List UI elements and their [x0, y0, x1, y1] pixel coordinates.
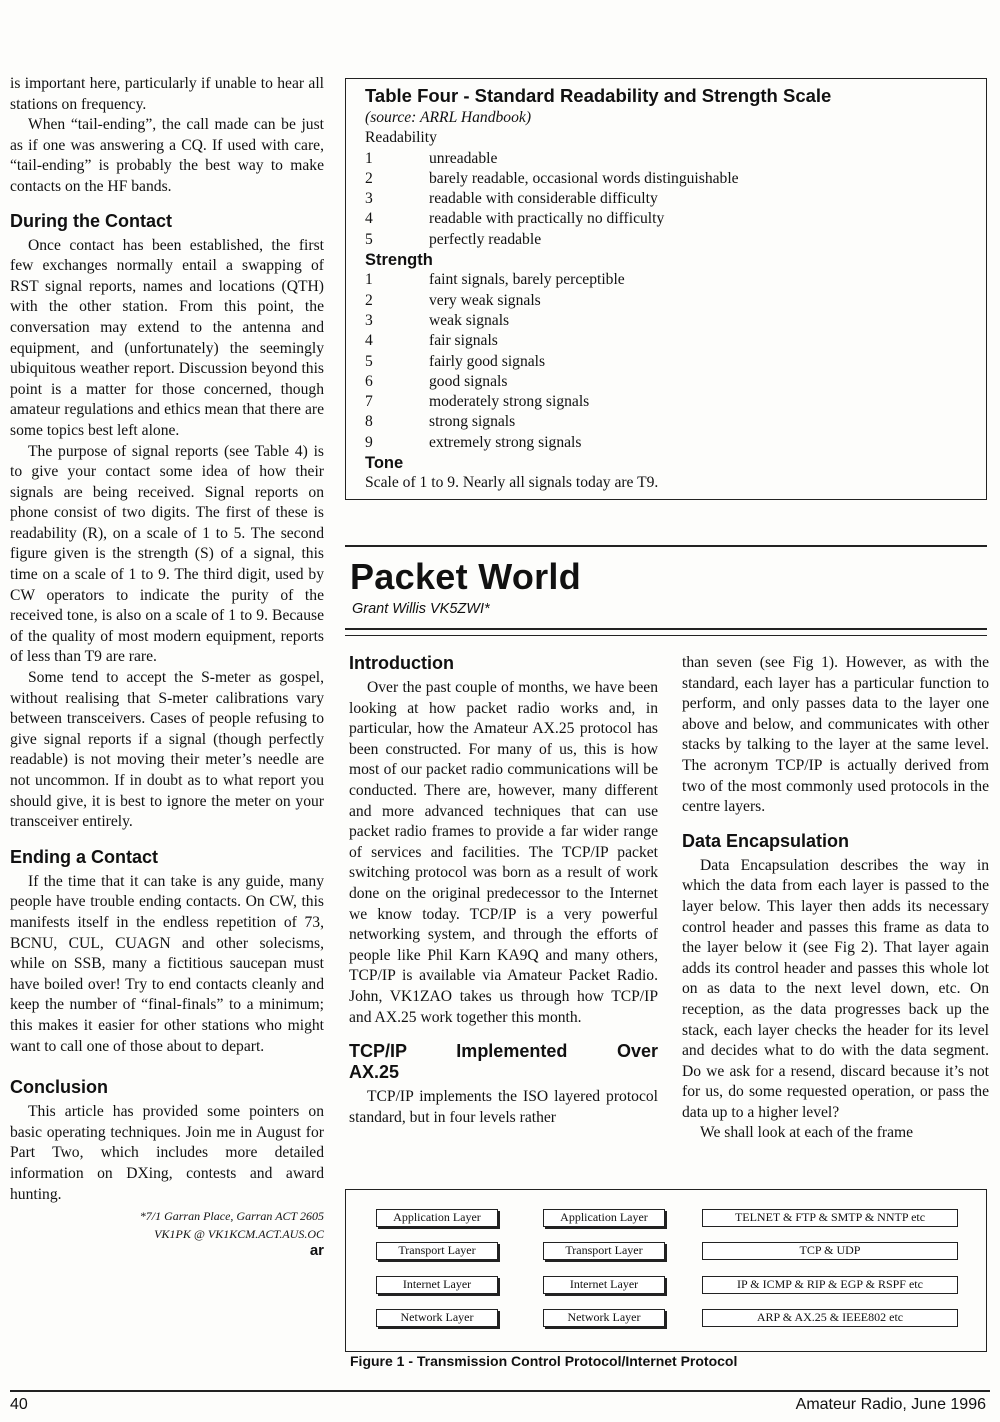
scale-number: 6	[365, 372, 373, 390]
scale-row	[365, 169, 986, 189]
readability-list	[365, 149, 986, 250]
table-title: Table Four - Standard Readability and Strength Scale	[365, 85, 832, 106]
divider-rule	[345, 628, 987, 630]
paragraph: Once contact has been established, the first few exchanges normally entail a swapping of RST signal reports, names and locations (QTH) with the other station. From this point, the conversation may extend to the antenna and equipment, and (unfortunately) the seemingly ubiquitous weather report. Discussion beyond this point is a matter for those concerned, though amateur regulations and ethics mean that there are some topics best left alone.	[10, 236, 324, 439]
scale-description: unreadable	[429, 149, 498, 167]
magazine-issue: Amateur Radio, June 1996	[795, 1396, 986, 1413]
scale-row	[365, 331, 986, 351]
middle-column	[349, 653, 658, 1128]
scale-row	[365, 311, 986, 331]
scale-row	[365, 433, 986, 453]
section-heading-during-contact: During the Contact	[10, 210, 172, 231]
article-author: Grant Willis VK5ZWI*	[352, 601, 490, 617]
figure-1-diagram	[345, 1189, 987, 1352]
protocol-layer-box: Network Layer	[376, 1309, 498, 1327]
heading-line: TCP/IP Implemented Over	[349, 1041, 658, 1062]
scale-description: weak signals	[429, 311, 510, 329]
protocol-layer-box: ARP & AX.25 & IEEE802 etc	[702, 1309, 958, 1327]
scale-number: 1	[365, 149, 373, 167]
protocol-layer-box: Transport Layer	[376, 1242, 498, 1260]
scale-number: 2	[365, 169, 373, 187]
scale-description: fairly good signals	[429, 352, 546, 370]
table-source: (source: ARRL Handbook)	[365, 109, 532, 126]
scale-number: 9	[365, 433, 373, 451]
paragraph: If the time that it can take is any guide, many people have trouble ending contacts. On CW, this manifests itself in the endless repetition of 73, BCNU, CUL, CUAGN and other solecisms, while on SSB, many a fictitious saucepan must have boiled over! Try to end contacts cleanly and keep the number of “final-finals” to a minimum; this makes it easier for other stations who might want to call one of those about to depart.	[10, 872, 324, 1055]
page-number: 40	[10, 1396, 28, 1413]
scale-description: faint signals, barely perceptible	[429, 271, 625, 289]
scale-description: fair signals	[429, 332, 498, 350]
protocol-layer-box: Transport Layer	[543, 1242, 665, 1260]
scale-number: 8	[365, 413, 373, 431]
protocol-layer-box: TCP & UDP	[702, 1242, 958, 1260]
protocol-layer-box: Application Layer	[376, 1209, 498, 1227]
author-packet-address: VK1PK @ VK1KCM.ACT.AUS.OC	[154, 1227, 324, 1242]
scale-description: readable with considerable difficulty	[429, 190, 658, 208]
paragraph: Some tend to accept the S-meter as gospel, without realising that S-meter calibrations vary between transceivers. Cases of people refusing to give signal reports if a signal (though perfectly readable) is not moving their meter’s needle are not uncommon. If in doubt as to what report you should give, it is best to ignore the meter on your transceiver entirely.	[10, 669, 324, 831]
scale-description: very weak signals	[429, 291, 541, 309]
author-address: *7/1 Garran Place, Garran ACT 2605	[139, 1209, 324, 1224]
scale-row	[365, 189, 986, 209]
left-column	[10, 74, 324, 1259]
scale-description: strong signals	[429, 413, 516, 431]
strength-list	[365, 270, 986, 453]
scale-description: good signals	[429, 372, 508, 390]
tone-label: Tone	[365, 454, 404, 473]
paragraph: The purpose of signal reports (see Table 4) is to give your contact some idea of how their signals are being received. Signal reports on phone consist of two digits. The first of these is readability (R), on a scale of 1 to 5. The second figure given is the strength (S) of a signal, this time on a scale of 1 to 9. The third digit, used by CW operators to indicate the purity of the received tone, is also on a scale of 1 to 9. Because of the quality of most modern equipment, reports of less than T9 are rare.	[10, 442, 324, 666]
section-heading-ending-contact: Ending a Contact	[10, 846, 158, 867]
scale-number: 7	[365, 393, 373, 411]
scale-number: 5	[365, 352, 373, 370]
right-column	[682, 653, 989, 1144]
section-heading-introduction: Introduction	[349, 653, 454, 673]
protocol-layer-box: Application Layer	[543, 1209, 665, 1227]
scale-number: 4	[365, 332, 373, 350]
protocol-layer-box: Network Layer	[543, 1309, 665, 1327]
scale-row	[365, 291, 986, 311]
scale-number: 3	[365, 311, 373, 329]
scale-number: 1	[365, 271, 373, 289]
scale-row	[365, 372, 986, 392]
protocol-layer-box: TELNET & FTP & SMTP & NNTP etc	[702, 1209, 958, 1227]
table-four-box	[345, 78, 987, 500]
divider-rule	[345, 635, 987, 636]
scale-description: moderately strong signals	[429, 393, 590, 411]
scale-row	[365, 412, 986, 432]
figure-caption: Figure 1 - Transmission Control Protocol/Internet Protocol	[350, 1353, 738, 1369]
paragraph: We shall look at each of the frame	[700, 1124, 914, 1142]
protocol-layer-box: Internet Layer	[543, 1276, 665, 1294]
paragraph: than seven (see Fig 1). However, as with the standard, each layer has a particular function to perform, and only passes data to the layer one above and below, and communicates with other stacks by talking to the layer at the same level. The acronym TCP/IP is actually derived from two of the most commonly used protocols in the centre layers.	[682, 654, 989, 816]
scale-row	[365, 149, 986, 169]
scale-description: barely readable, occasional words distinguishable	[429, 169, 739, 187]
section-heading-tcpip	[349, 1041, 658, 1062]
scale-row	[365, 270, 986, 290]
paragraph: Data Encapsulation describes the way in which the data from each layer is passed to the layer below. This layer then adds its necessary control header and passes this frame as data to the layer below it (see Fig 2). That layer again adds its control header and passes this whole lot on as data to the next level down, etc. On reception, as the data progresses back up the stack, each layer checks the header for its level and decides what to do with the data segment. Do we ask for a resend, discard because it’s not for us, do some requested operation, or pass the data up to a higher level?	[682, 856, 989, 1121]
section-heading-tcpip-cont: AX.25	[349, 1062, 400, 1083]
scale-number: 2	[365, 291, 373, 309]
scale-row	[365, 352, 986, 372]
scale-number: 5	[365, 230, 373, 248]
paragraph: When “tail-ending”, the call made can be just as if one was answering a CQ. If used with care, “tail-ending” is probably the best way to make contacts on the HF bands.	[10, 116, 324, 195]
scale-number: 4	[365, 210, 373, 228]
protocol-layer-box: IP & ICMP & RIP & EGP & RSPF etc	[702, 1276, 958, 1294]
strength-label: Strength	[365, 251, 433, 270]
section-heading-conclusion: Conclusion	[10, 1077, 108, 1098]
end-mark: ar	[309, 1242, 324, 1260]
footer-rule	[10, 1390, 990, 1392]
scale-description: perfectly readable	[429, 230, 542, 248]
paragraph: TCP/IP implements the ISO layered protocol standard, but in four levels rather	[349, 1088, 658, 1126]
scale-row	[365, 230, 986, 250]
scale-number: 3	[365, 190, 373, 208]
protocol-layer-box: Internet Layer	[376, 1276, 498, 1294]
scale-row	[365, 209, 986, 229]
divider-rule	[345, 545, 987, 547]
tone-text: Scale of 1 to 9. Nearly all signals today are T9.	[365, 474, 659, 492]
scale-description: readable with practically no difficulty	[429, 210, 665, 228]
scale-row	[365, 392, 986, 412]
paragraph: is important here, particularly if unable to hear all stations on frequency.	[10, 75, 324, 113]
paragraph: This article has provided some pointers on basic operating techniques. Join me in August for Part Two, which includes more detailed information on DXing, contests and award hunting.	[10, 1103, 324, 1203]
paragraph: Over the past couple of months, we have been looking at how packet radio works and, in particular, how the Amateur AX.25 protocol has been constructed. For many of us, this is how most of our packet radio communications will be conducted. There are, however, many different and more advanced techniques that can use packet radio frames to provide a far wider range of services and facilities. The TCP/IP packet switching protocol was born as a result of work done on the original predecessor to the Internet we know today. TCP/IP is a very powerful networking system, and through the efforts of people like Phil Karn KA9Q and many others, TCP/IP is available via Amateur Packet Radio. John, VK1ZAO takes us through how TCP/IP and AX.25 work together this month.	[349, 679, 658, 1026]
section-heading-data-encapsulation: Data Encapsulation	[682, 830, 850, 851]
scale-description: extremely strong signals	[429, 433, 582, 451]
article-title: Packet World	[350, 556, 582, 597]
readability-label: Readability	[365, 129, 437, 147]
